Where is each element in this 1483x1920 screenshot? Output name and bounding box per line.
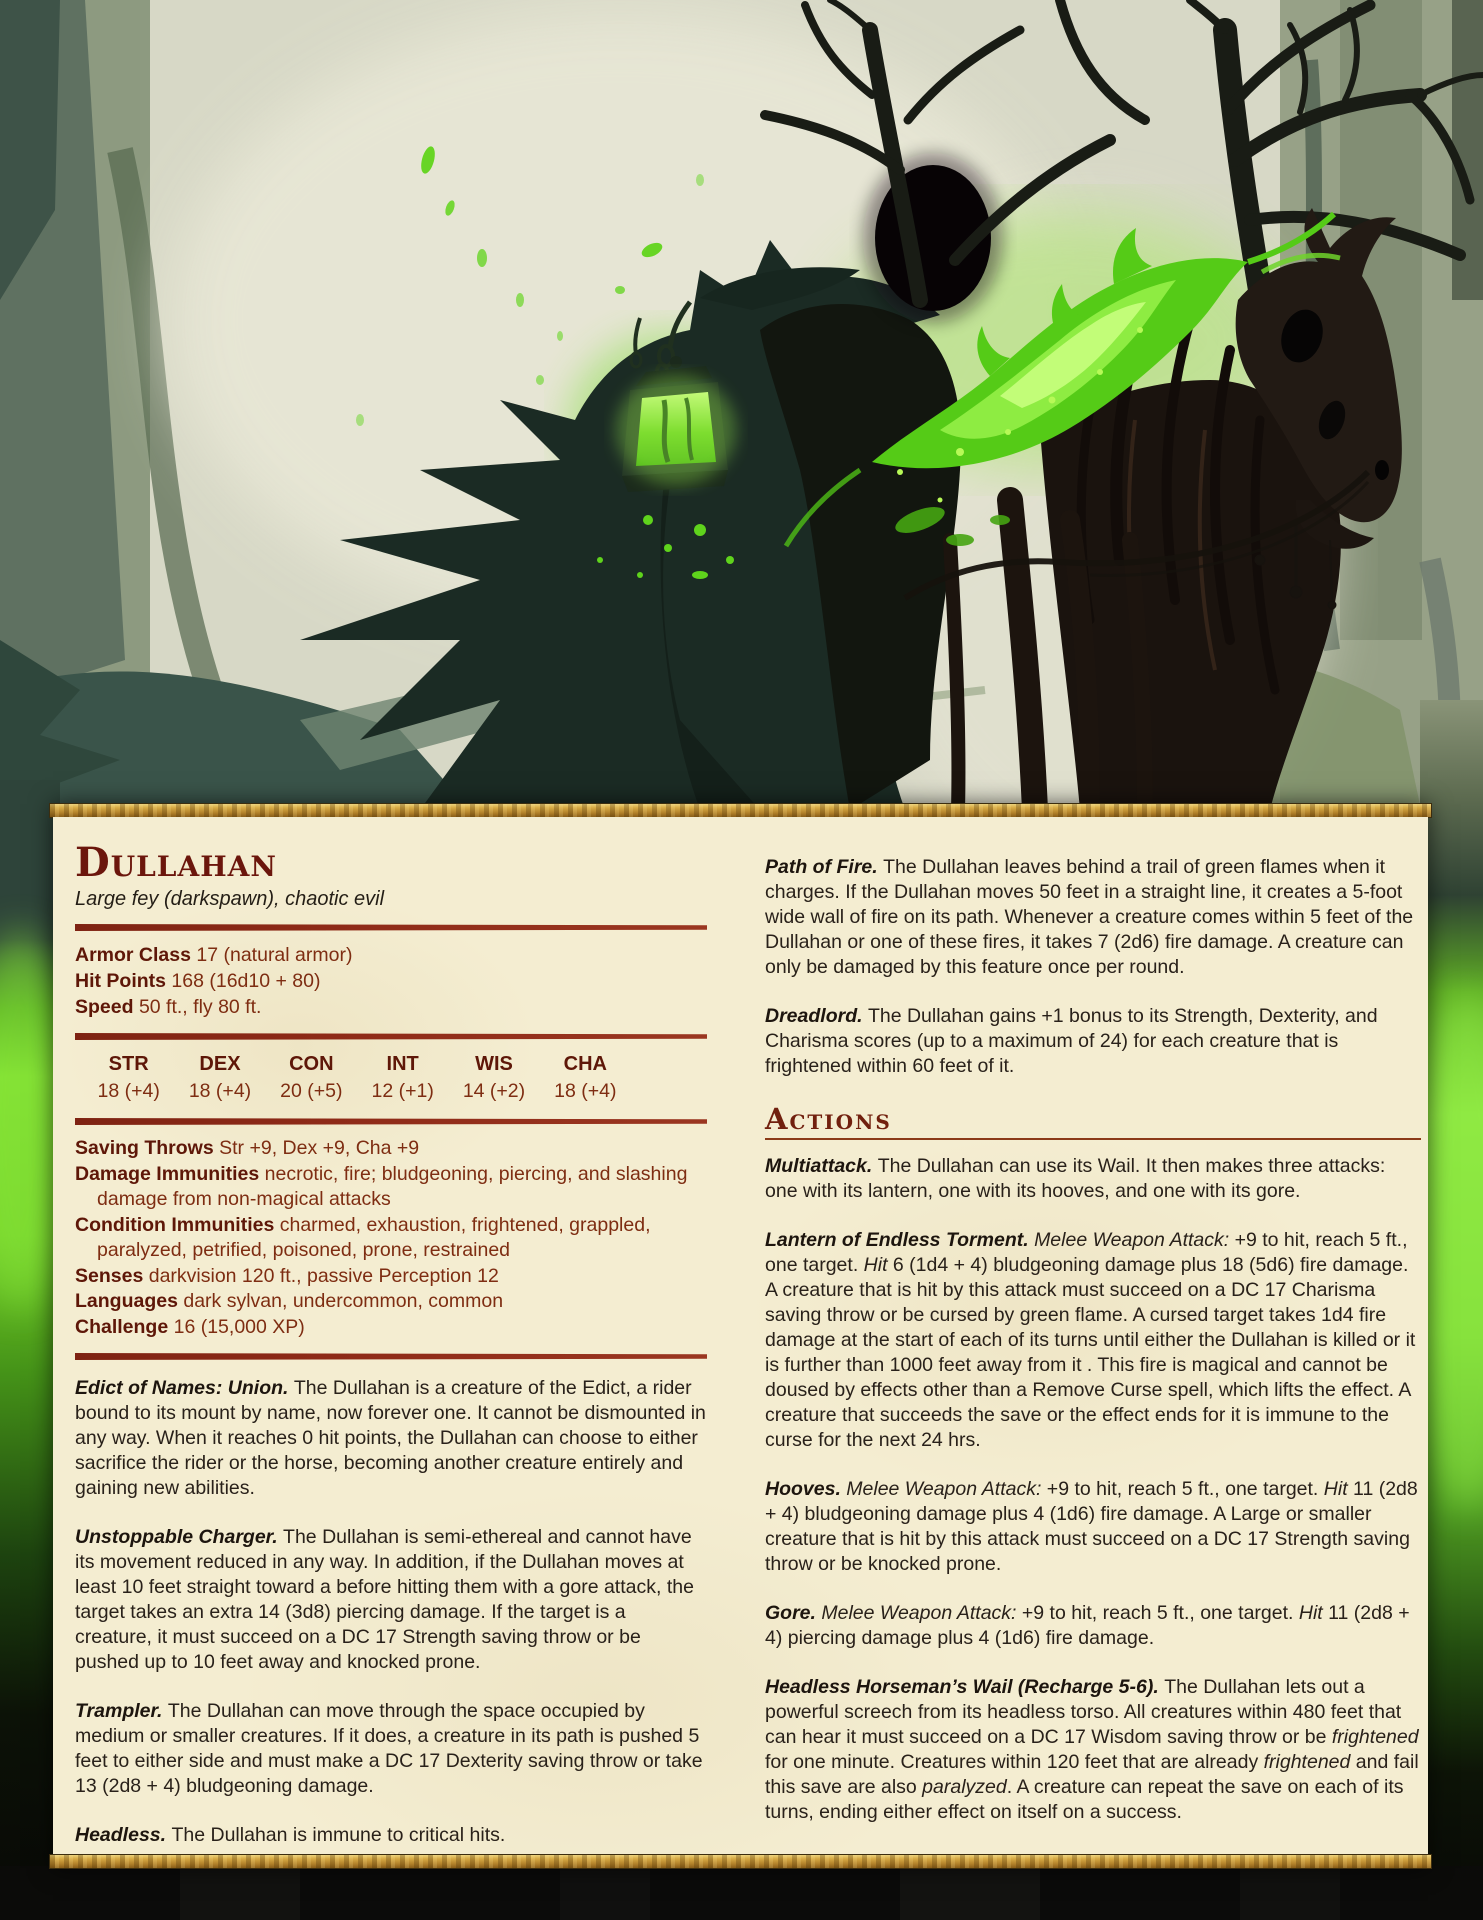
action-paragraph-text: Melee Weapon Attack: — [821, 1602, 1017, 1624]
ability-name: CHA — [563, 1053, 607, 1075]
action-paragraph-text: Melee Weapon Attack: — [846, 1478, 1042, 1500]
detail-line-label: Challenge — [75, 1315, 169, 1338]
actions-section — [765, 1154, 1421, 1825]
trait-paragraph-text: The Dullahan is immune to critical hits. — [171, 1824, 506, 1846]
detail-line — [75, 1136, 707, 1162]
trait-paragraph — [75, 1376, 707, 1501]
action-paragraph-text: Hit — [863, 1254, 888, 1276]
maroon-divider — [75, 1033, 707, 1040]
detail-line-label: Damage Immunities — [75, 1162, 260, 1185]
ability-score: 18 (+4) — [554, 1080, 617, 1102]
detail-line-value: necrotic, fire; bludgeoning, piercing, and slashing damage from non-magical attacks — [97, 1162, 688, 1210]
traits-section-continued — [765, 855, 1421, 1079]
ability-name: DEX — [199, 1053, 241, 1075]
trait-paragraph-name-italic: Edict of Names: Union. — [75, 1377, 294, 1399]
trait-paragraph-name — [75, 1824, 171, 1846]
stat-column-right — [765, 831, 1421, 1849]
ability-name: WIS — [475, 1053, 513, 1075]
creature-name: Dullahan — [75, 839, 277, 886]
attribute-line — [75, 942, 707, 968]
trait-paragraph-text: The Dullahan gains +1 bonus to its Strength, Dexterity, and Charisma scores (up to a maximum of 24) for each creature that is frightened within 60 feet of it. — [765, 1005, 1378, 1077]
stat-column-left — [75, 831, 707, 1855]
action-paragraph-name-italic: Lantern of Endless Torment. — [765, 1229, 1035, 1251]
detail-line — [75, 1264, 707, 1290]
trait-paragraph — [75, 1525, 707, 1675]
trait-paragraph-name-italic: Dreadlord. — [765, 1005, 868, 1027]
trait-paragraph-name-italic: Headless. — [75, 1824, 172, 1846]
detail-line — [75, 1213, 707, 1264]
action-paragraph-text: for one minute. Creatures within 120 feet that are already — [765, 1751, 1264, 1773]
action-paragraph — [765, 1477, 1421, 1577]
ability-int — [357, 1051, 448, 1105]
detail-line-label: Condition Immunities — [75, 1213, 275, 1236]
ability-name: CON — [289, 1053, 334, 1075]
detail-attributes — [75, 1136, 707, 1340]
action-paragraph-text: Hit — [1323, 1478, 1348, 1500]
ability-score: 18 (+4) — [188, 1080, 252, 1102]
action-paragraph-text: frightened — [1263, 1751, 1351, 1773]
detail-line-value: 16 (15,000 XP) — [168, 1315, 305, 1338]
action-paragraph-name-italic: Headless Horseman’s Wail (Recharge 5-6). — [765, 1676, 1165, 1698]
action-paragraph-text: Melee Weapon Attack: — [1034, 1229, 1230, 1251]
action-paragraph-text: +9 to hit, reach 5 ft., one target. — [765, 1229, 1408, 1276]
trait-paragraph-text: The Dullahan leaves behind a trail of green flames when it charges. If the Dullahan moves 50 feet in a straight line, it creates a 5-foot wide wall of fire on its path. Whenever a creature comes within 5 feet of the Dullahan or one of these fires, it takes 7 (2d6) fire damage. A creature can only be damaged by this feature once per round. — [765, 856, 1414, 978]
action-paragraph-name — [765, 1602, 821, 1624]
trait-paragraph-name — [765, 1005, 868, 1027]
action-paragraph-text: paralyzed — [922, 1776, 1007, 1798]
maroon-divider — [75, 1353, 707, 1360]
trait-paragraph-name — [75, 1700, 168, 1722]
trait-paragraph-name — [765, 856, 883, 878]
action-paragraph-text: +9 to hit, reach 5 ft., one target. — [1016, 1602, 1299, 1624]
ability-score: 12 (+1) — [371, 1080, 434, 1102]
action-paragraph-name — [765, 1229, 1034, 1251]
action-paragraph-name — [765, 1676, 1164, 1698]
maroon-divider — [75, 1118, 707, 1125]
ability-str — [83, 1051, 174, 1105]
ability-name: INT — [386, 1053, 419, 1075]
attribute-line-label: Armor Class — [75, 944, 191, 966]
trait-paragraph — [75, 1823, 707, 1848]
action-paragraph-text: The Dullahan can use its Wail. It then makes three attacks: one with its lantern, one with its hooves, and one with its gore. — [765, 1155, 1386, 1202]
core-attributes — [75, 942, 707, 1020]
action-paragraph — [765, 1154, 1421, 1204]
detail-line-value: darkvision 120 ft., passive Perception 12 — [143, 1264, 499, 1287]
attribute-line-value: 17 (natural armor) — [190, 944, 353, 966]
ability-dex — [174, 1051, 265, 1105]
action-paragraph-text: and fail this save are also — [765, 1751, 1419, 1798]
ability-score: 14 (+2) — [462, 1080, 526, 1102]
ability-cha — [540, 1051, 631, 1105]
action-paragraph — [765, 1601, 1421, 1651]
action-paragraph-text: 11 (2d8 + 4) bludgeoning damage plus 4 (1d6) fire damage. A Large or smaller creature that is hit by this attack must succeed on a DC 17 Strength saving throw or be knocked prone. — [765, 1478, 1418, 1575]
panel-bottom-gold-border — [50, 1855, 1431, 1868]
detail-line — [75, 1315, 707, 1341]
action-paragraph-name — [765, 1155, 878, 1177]
ability-con — [266, 1051, 357, 1105]
actions-header: Actions — [765, 1103, 1421, 1140]
ability-score-table — [83, 1051, 631, 1105]
detail-line-value: Str +9, Dex +9, Cha +9 — [213, 1137, 420, 1159]
ability-score: 18 (+4) — [97, 1080, 160, 1102]
detail-line-label: Saving Throws — [75, 1137, 214, 1159]
attribute-line — [75, 994, 707, 1020]
action-paragraph-text: 11 (2d8 + 4) piercing damage plus 4 (1d6) fire damage. — [765, 1602, 1410, 1649]
creature-type-line: Large fey (darkspawn), chaotic evil — [75, 888, 385, 910]
action-paragraph-text: Hit — [1298, 1602, 1323, 1624]
action-paragraph-name-italic: Hooves. — [765, 1478, 847, 1500]
detail-line-value: charmed, exhaustion, frightened, grappled, paralyzed, petrified, poisoned, prone, restrained — [97, 1213, 651, 1261]
trait-paragraph — [765, 855, 1421, 980]
bottom-dark-strip — [0, 1866, 1483, 1920]
panel-top-gold-border — [50, 804, 1431, 817]
attribute-line-label: Speed — [75, 996, 134, 1018]
maroon-divider — [75, 924, 707, 931]
trait-paragraph-name — [75, 1526, 283, 1548]
action-paragraph-text: frightened — [1331, 1726, 1419, 1748]
traits-section — [75, 1376, 707, 1848]
action-paragraph-text: The Dullahan lets out a powerful screech from its headless torso. All creatures within 480 feet that can hear it must succeed on a DC 17 Wisdom saving throw or be — [765, 1676, 1402, 1748]
trait-paragraph-name-italic: Unstoppable Charger. — [75, 1526, 284, 1548]
trait-paragraph-text: The Dullahan can move through the space occupied by medium or smaller creatures. If it does, a creature in its path is pushed 5 feet to either side and must make a DC 17 Dexterity saving throw or take 13 (2d8 + 4) bludgeoning damage. — [75, 1700, 703, 1797]
attribute-line-value: 50 ft., fly 80 ft. — [133, 996, 262, 1018]
trait-paragraph-name-italic: Path of Fire. — [765, 856, 884, 878]
trait-paragraph — [75, 1699, 707, 1799]
detail-line — [75, 1162, 707, 1213]
detail-line-value: dark sylvan, undercommon, common — [177, 1290, 504, 1312]
trait-paragraph-name — [75, 1377, 294, 1399]
trait-paragraph-name-italic: Trampler. — [75, 1700, 168, 1722]
trait-paragraph-text: The Dullahan is a creature of the Edict, a rider bound to its mount by name, now forever one. It cannot be dismounted in any way. When it reaches 0 hit points, the Dullahan can choose to either sacrifice the rider or the horse, becoming another creature entirely and gaining new abilities. — [75, 1377, 706, 1499]
detail-line-label: Senses — [75, 1264, 144, 1287]
action-paragraph — [765, 1675, 1421, 1825]
ability-score: 20 (+5) — [280, 1080, 343, 1102]
action-paragraph-name — [765, 1478, 846, 1500]
action-paragraph — [765, 1228, 1421, 1453]
action-paragraph-name-italic: Multiattack. — [765, 1155, 878, 1177]
trait-paragraph-text: The Dullahan is semi-ethereal and cannot have its movement reduced in any way. In addition, if the Dullahan moves at least 10 feet straight toward a before hitting them with a gore attack, the target takes an extra 14 (3d8) piercing damage. If the target is a creature, it must succeed on a DC 17 Strength saving throw or be pushed up to 10 feet away and knocked prone. — [75, 1526, 694, 1673]
action-paragraph-text: +9 to hit, reach 5 ft., one target. — [1041, 1478, 1324, 1500]
stat-block-panel — [53, 804, 1428, 1868]
action-paragraph-text: 6 (1d4 + 4) bludgeoning damage plus 18 (5d6) fire damage. A creature that is hit by this attack must succeed on a DC 17 Charisma saving throw or be cursed by green flame. A cursed target takes 1d4 fire damage at the start of each of its turns until either the Dullahan is killed or it is further than 1000 feet away from it . This fire is magical and cannot be doused by effects other than a Remove Curse spell, which lifts the effect. A creature that succeeds the save or the effect ends for it is immune to the curse for the next 24 hrs. — [765, 1254, 1416, 1451]
action-paragraph-text: . A creature can repeat the save on each of its turns, ending either effect on itself on a success. — [765, 1776, 1404, 1823]
ability-wis — [448, 1051, 539, 1105]
detail-line — [75, 1289, 707, 1315]
attribute-line-value: 168 (16d10 + 80) — [166, 970, 321, 992]
attribute-line-label: Hit Points — [75, 970, 166, 992]
trait-paragraph — [765, 1004, 1421, 1079]
attribute-line — [75, 968, 707, 994]
ability-name: STR — [108, 1053, 149, 1075]
parchment-body — [53, 817, 1428, 1855]
action-paragraph-name-italic: Gore. — [765, 1602, 822, 1624]
detail-line-label: Languages — [75, 1290, 178, 1312]
